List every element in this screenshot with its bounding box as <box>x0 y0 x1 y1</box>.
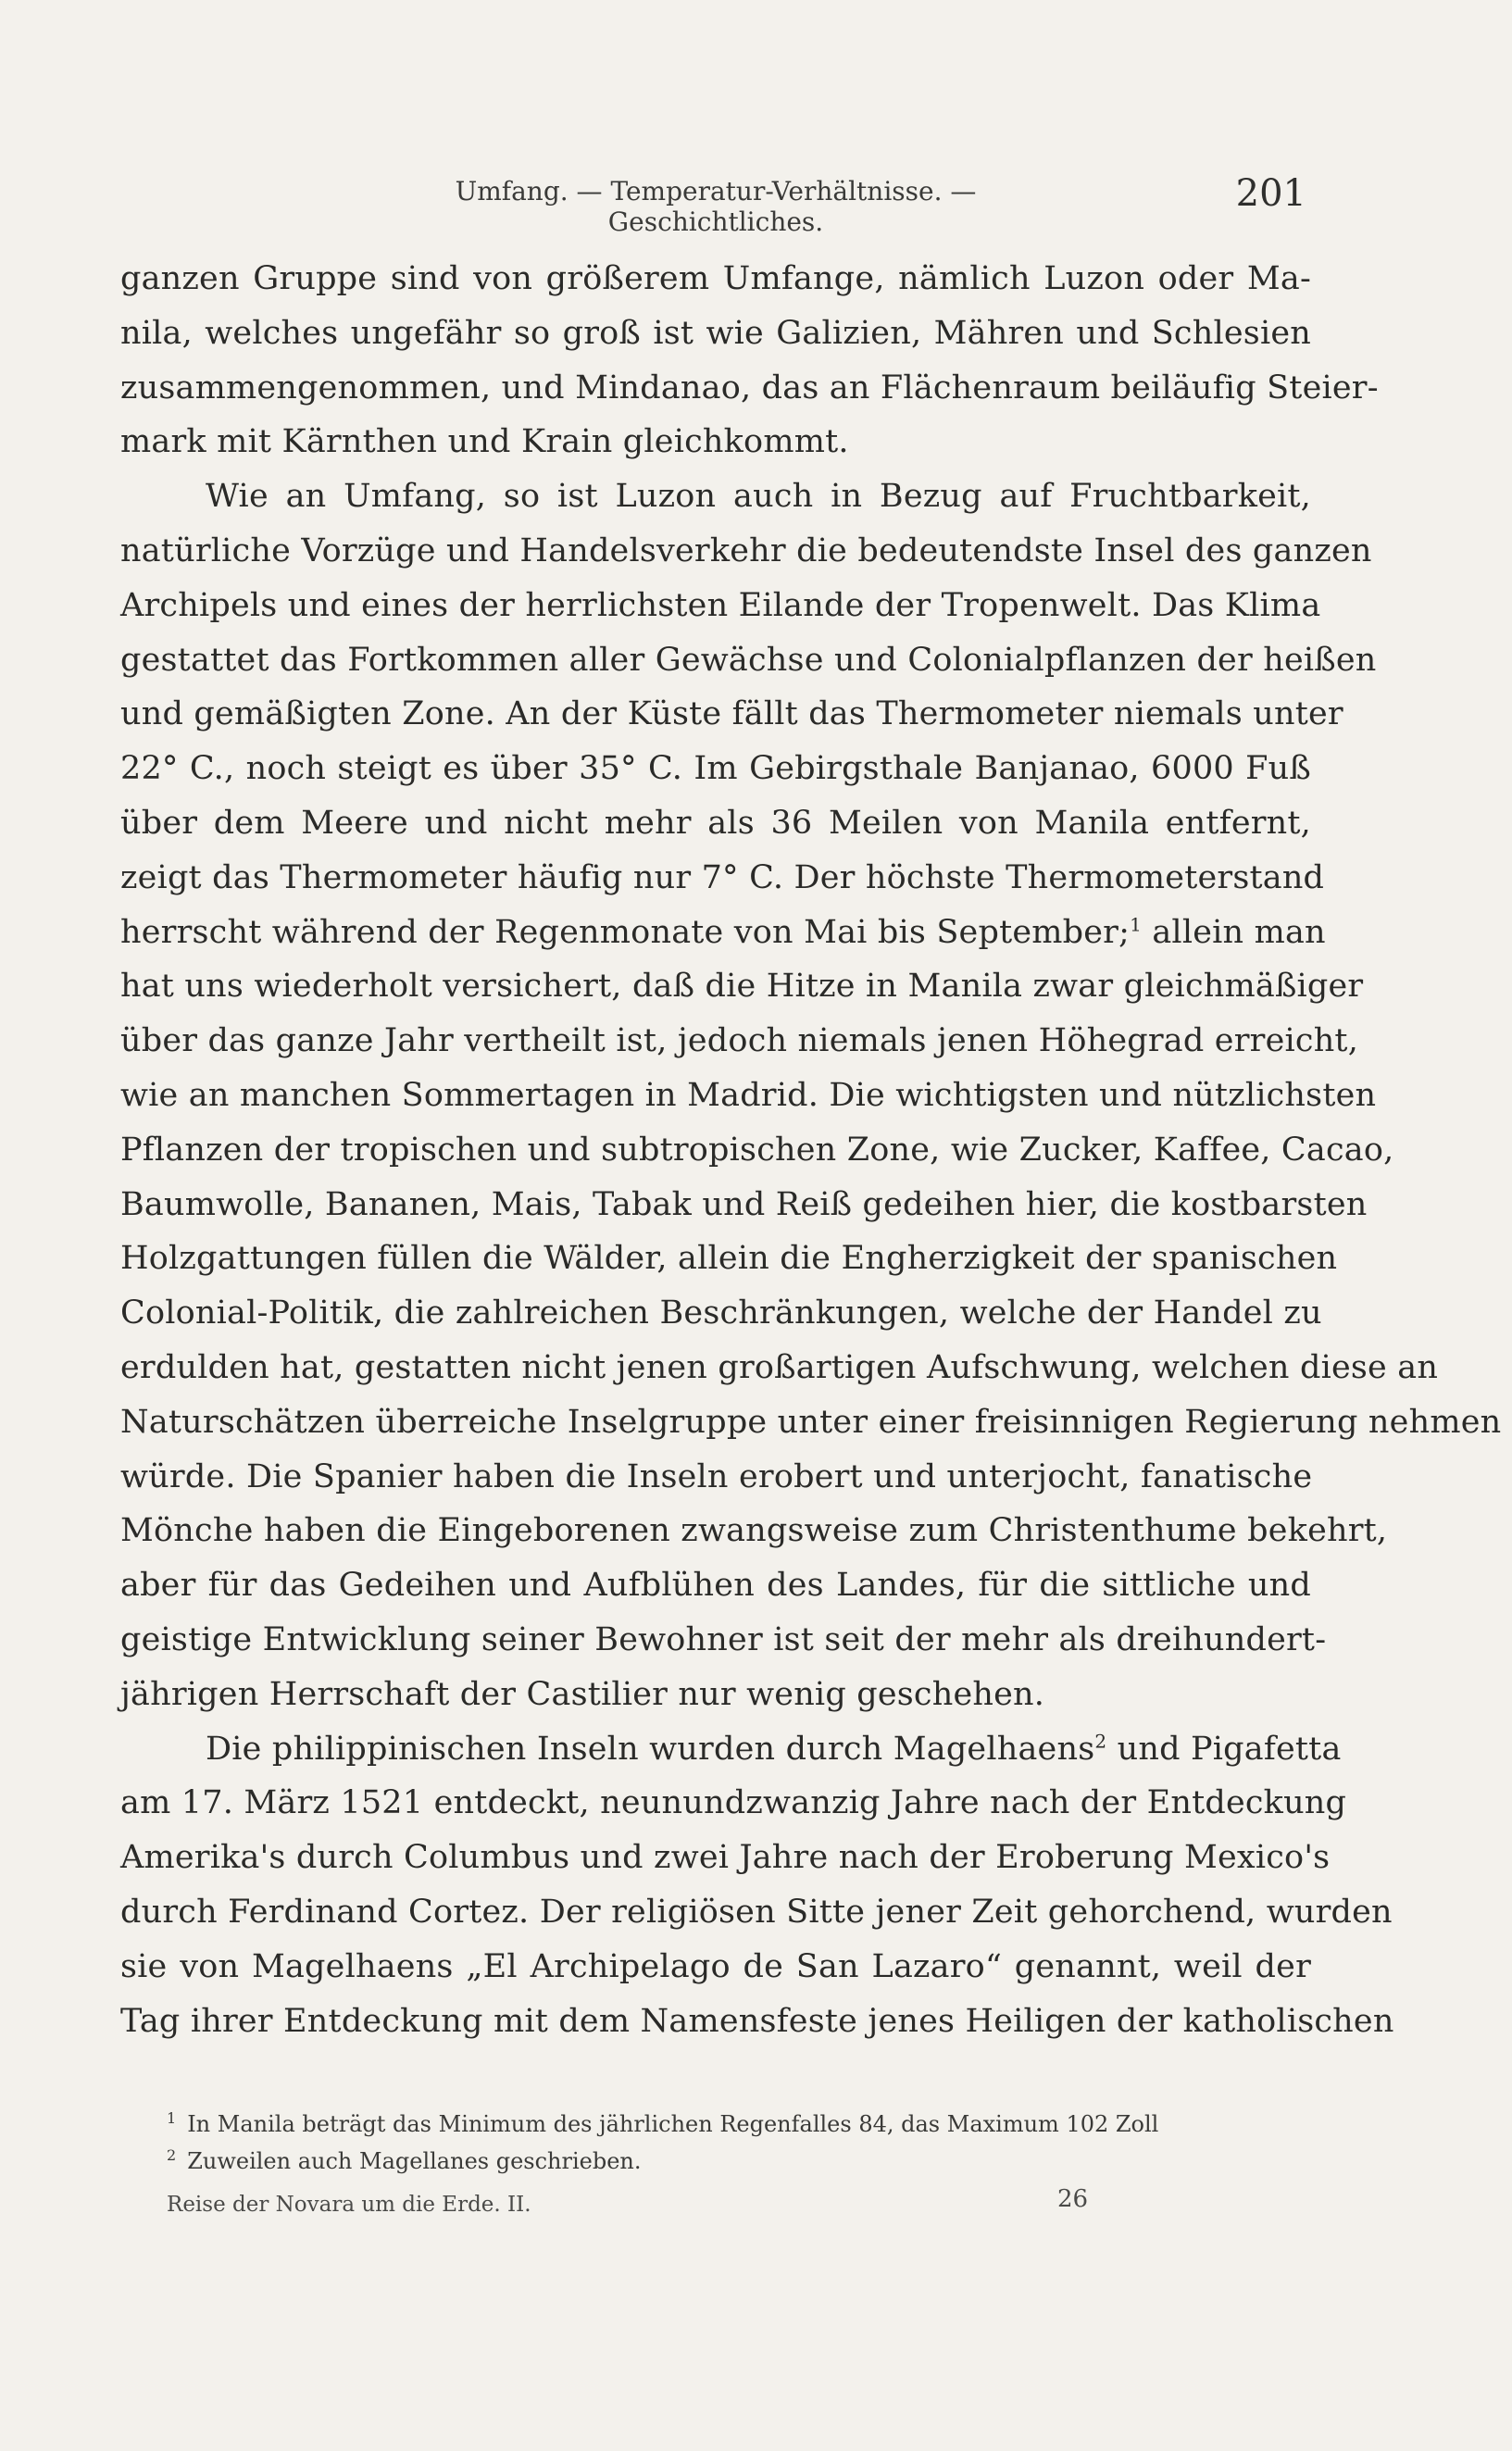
sheet-signature: Reise der Novara um die Erde. II. <box>167 2193 531 2217</box>
footnote <box>167 2100 1231 2137</box>
text-line: zusammengenommen, und Mindanao, das an Flächenraum beiläufig Steier- <box>120 369 1379 406</box>
text-line: Amerika's durch Columbus und zwei Jahre nach der Eroberung Mexico's <box>120 1839 1331 1877</box>
text-line: Pflanzen der tropischen und subtropischen Zone, wie Zucker, Kaffee, Cacao, <box>120 1131 1394 1169</box>
text-line: Mönche haben die Eingeborenen zwangsweise zum Christenthume bekehrt, <box>120 1512 1388 1550</box>
body-text <box>120 252 1502 2048</box>
text-line: hat uns wiederholt versichert, daß die Hitze in Manila zwar gleichmäßiger <box>120 968 1364 1006</box>
text-line: mark mit Kärnthen und Krain gleichkommt. <box>120 423 849 461</box>
footnote-text: In Manila beträgt das Minimum des jährlichen Regenfalles 84, das Maximum 102 Zoll <box>187 2111 1159 2137</box>
text-line: würde. Die Spanier haben die Inseln erobert und unterjocht, fanatische <box>120 1457 1313 1495</box>
footnote-mark: 2 <box>1094 1729 1107 1752</box>
footnotes <box>167 2100 1231 2174</box>
text-line: Holzgattungen füllen die Wälder, allein die Engherzigkeit der spanischen <box>120 1240 1338 1278</box>
footnote-number: 2 <box>167 2146 177 2164</box>
text-line: 22° C., noch steigt es über 35° C. Im Gebirgsthale Banjanao, 6000 Fuß <box>120 750 1311 788</box>
text-line: ganzen Gruppe sind von größerem Umfange, nämlich Luzon oder Ma- <box>120 260 1311 297</box>
text-line: Wie an Umfang, so ist Luzon auch in Bezug auf Fruchtbarkeit, <box>206 478 1311 516</box>
text-line: Naturschätzen überreiche Inselgruppe unter einer freisinnigen Regierung nehmen <box>120 1403 1502 1441</box>
text-line: natürliche Vorzüge und Handelsverkehr die bedeutendste Insel des ganzen <box>120 531 1372 569</box>
footnote-text: Zuweilen auch Magellanes geschrieben. <box>187 2148 642 2174</box>
text-line: wie an manchen Sommertagen in Madrid. Die wichtigsten und nützlichsten <box>120 1076 1377 1114</box>
text-line: gestattet das Fortkommen aller Gewächse und Colonialpflanzen der heißen <box>120 641 1377 679</box>
text-line: Archipels und eines der herrlichsten Eilande der Tropenwelt. Das Klima <box>120 586 1321 624</box>
text-line: aber für das Gedeihen und Aufblühen des Landes, für die sittliche und <box>120 1567 1311 1605</box>
line-text: herrscht während der Regenmonate von Mai bis September; <box>120 913 1131 951</box>
running-head: Umfang. — Temperatur-Verhältnisse. — Geschichtliches. <box>455 176 977 237</box>
footnote-mark: 1 <box>1130 912 1143 935</box>
line-text: Die philippinischen Inseln wurden durch Magelhaens <box>206 1730 1095 1768</box>
line-text: und Pigafetta <box>1106 1730 1342 1768</box>
line-text: allein man <box>1142 913 1326 951</box>
text-line <box>120 1722 1342 1777</box>
text-line: sie von Magelhaens „El Archipelago de San Lazaro“ genannt, weil der <box>120 1947 1311 1985</box>
text-line: zeigt das Thermometer häufig nur 7° C. Der höchste Thermometerstand <box>120 858 1325 896</box>
text-line <box>120 906 1326 960</box>
text-line: durch Ferdinand Cortez. Der religiösen Sitte jener Zeit gehorchend, wurden <box>120 1893 1393 1931</box>
text-line: Baumwolle, Bananen, Mais, Tabak und Reiß gedeihen hier, die kostbarsten <box>120 1185 1368 1223</box>
text-line: Tag ihrer Entdeckung mit dem Namensfeste jenes Heiligen der katholischen <box>120 2002 1394 2040</box>
footnote <box>167 2137 1231 2174</box>
text-line: nila, welches ungefähr so groß ist wie Galizien, Mähren und Schlesien <box>120 314 1311 352</box>
text-line: geistige Entwicklung seiner Bewohner ist seit der mehr als dreihundert- <box>120 1620 1327 1658</box>
text-line: am 17. März 1521 entdeckt, neunundzwanzig Jahre nach der Entdeckung <box>120 1784 1347 1822</box>
text-line: erdulden hat, gestatten nicht jenen großartigen Aufschwung, welchen diese an <box>120 1348 1439 1386</box>
page-number: 201 <box>1235 172 1306 215</box>
text-line: Colonial-Politik, die zahlreichen Beschränkungen, welche der Handel zu <box>120 1294 1322 1332</box>
sheet-number: 26 <box>1057 2185 1089 2213</box>
text-line: über dem Meere und nicht mehr als 36 Meilen von Manila entfernt, <box>120 804 1311 842</box>
text-line: über das ganze Jahr vertheilt ist, jedoch niemals jenen Höhegrad erreicht, <box>120 1022 1359 1060</box>
text-line: und gemäßigten Zone. An der Küste fällt das Thermometer niemals unter <box>120 695 1343 733</box>
footnote-number: 1 <box>167 2109 177 2127</box>
text-line: jährigen Herrschaft der Castilier nur wenig geschehen. <box>120 1675 1045 1713</box>
